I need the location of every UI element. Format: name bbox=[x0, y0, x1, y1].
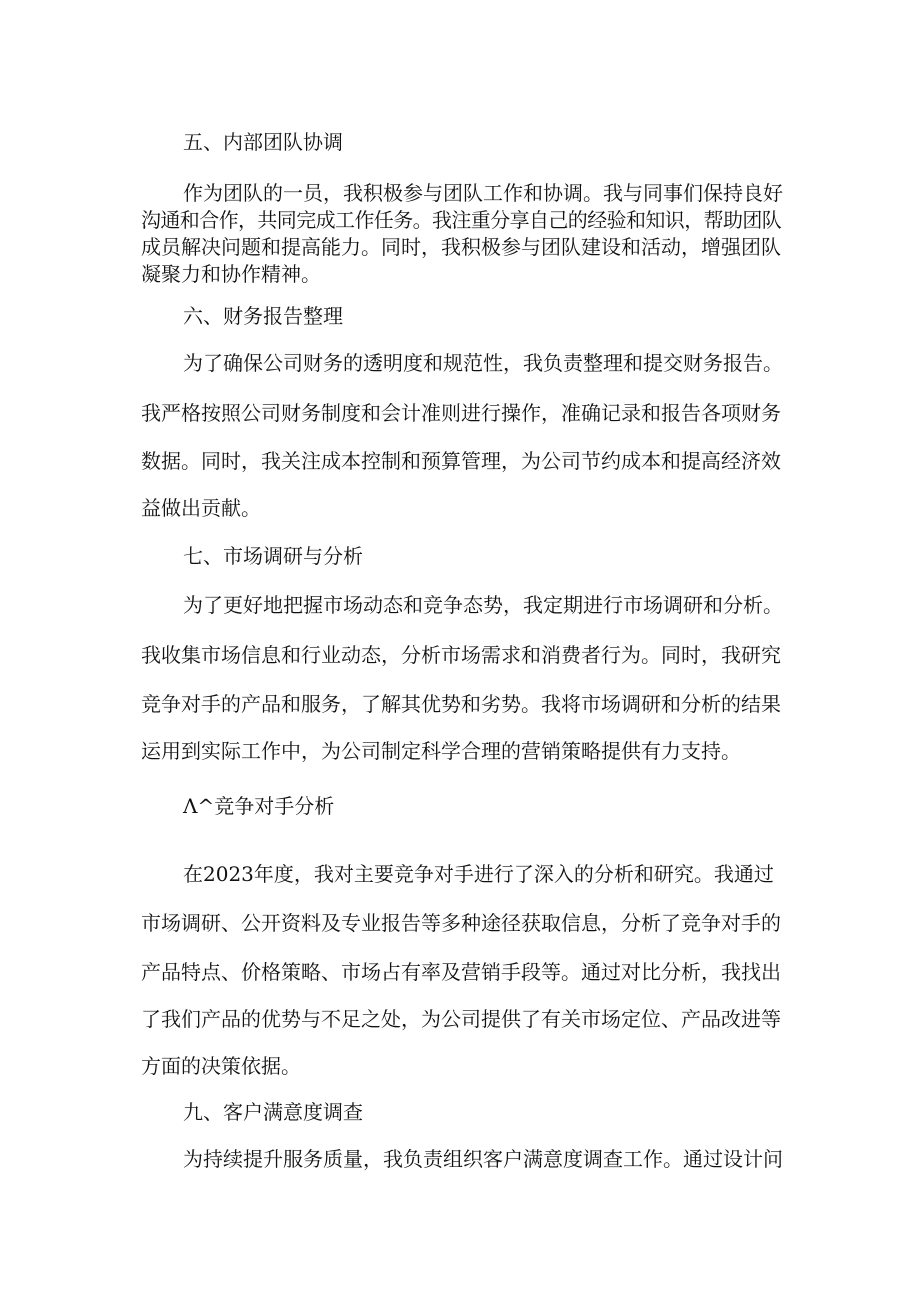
section-7-line-3: 竞争对手的产品和服务，了解其优势和劣势。我将市场调研和分析的结果 bbox=[141, 692, 781, 716]
section-5-line-3: 成员解决问题和提高能力。同时，我积极参与团队建设和活动，增强团队 bbox=[141, 235, 781, 259]
section-heading-9: 九、客户满意度调查 bbox=[183, 1100, 363, 1124]
section-7-line-1: 为了更好地把握市场动态和竞争态势，我定期进行市场调研和分析。 bbox=[183, 593, 783, 617]
section-8-line-1: 在2023年度，我对主要竞争对手进行了深入的分析和研究。我通过 bbox=[183, 862, 774, 886]
section-5-line-2: 沟通和合作，共同完成工作任务。我注重分享自己的经验和知识，帮助团队 bbox=[141, 208, 782, 232]
section-heading-5: 五、内部团队协调 bbox=[183, 130, 343, 154]
section-heading-6: 六、财务报告整理 bbox=[183, 304, 343, 328]
section-heading-8: Λ^竞争对手分析 bbox=[183, 794, 335, 818]
section-5-line-1: 作为团队的一员，我积极参与团队工作和协调。我与同事们保持良好 bbox=[183, 181, 783, 205]
section-8-line-4: 了我们产品的优势与不足之处，为公司提供了有关市场定位、产品改进等 bbox=[141, 1007, 781, 1031]
section-7-line-2: 我收集市场信息和行业动态，分析市场需求和消费者行为。同时，我研究 bbox=[141, 643, 781, 667]
section-8-line-3: 产品特点、价格策略、市场占有率及营销手段等。通过对比分析，我找出 bbox=[141, 960, 781, 984]
section-5-line-4: 凝聚力和协作精神。 bbox=[141, 262, 321, 286]
section-6-line-3: 数据。同时，我关注成本控制和预算管理，为公司节约成本和提高经济效 bbox=[141, 449, 781, 473]
section-9-line-1: 为持续提升服务质量，我负责组织客户满意度调查工作。通过设计问 bbox=[183, 1147, 783, 1171]
section-8-line-2: 市场调研、公开资料及专业报告等多种途径获取信息，分析了竞争对手的 bbox=[141, 911, 781, 935]
section-7-line-4: 运用到实际工作中，为公司制定科学合理的营销策略提供有力支持。 bbox=[141, 739, 741, 763]
section-6-line-4: 益做出贡献。 bbox=[141, 496, 261, 520]
section-6-line-2: 我严格按照公司财务制度和会计准则进行操作，准确记录和报告各项财务 bbox=[141, 401, 781, 425]
section-heading-7: 七、市场调研与分析 bbox=[183, 544, 363, 568]
section-6-line-1: 为了确保公司财务的透明度和规范性，我负责整理和提交财务报告。 bbox=[183, 351, 783, 375]
section-8-line-5: 方面的决策依据。 bbox=[141, 1054, 301, 1078]
